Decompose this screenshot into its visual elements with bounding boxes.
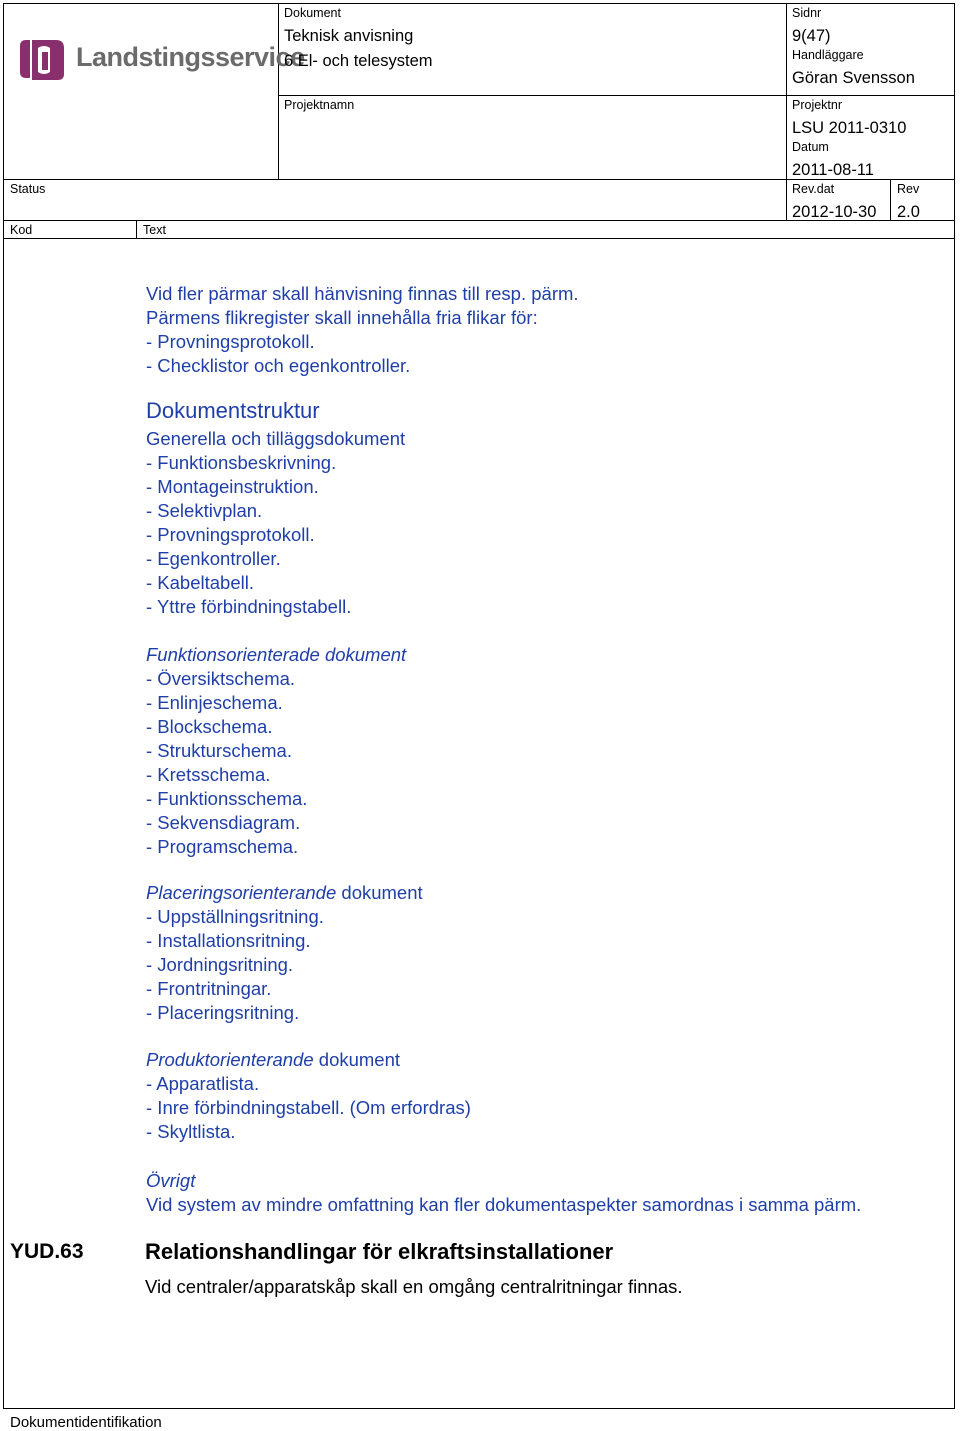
list-item: - Provningsprotokoll. (146, 524, 315, 545)
dokument-value-1: Teknisk anvisning (284, 27, 414, 45)
header-divider (3, 238, 955, 239)
list-item: - Selektivplan. (146, 500, 263, 521)
list-item: - Kabeltabell. (146, 572, 254, 593)
placement-title-italic: Placeringsorienterande (146, 882, 337, 903)
general-title: Generella och tilläggsdokument (146, 428, 406, 449)
projektnamn-label: Projektnamn (284, 98, 355, 112)
intro-line: Vid fler pärmar skall hänvisning finnas till resp. pärm. (146, 283, 579, 304)
dokument-value-2: 6 El- och telesystem (284, 52, 433, 70)
list-item: - Skyltlista. (146, 1121, 236, 1142)
status-label: Status (10, 182, 46, 196)
footer-label: Dokumentidentifikation (10, 1414, 162, 1431)
general-block (146, 427, 405, 619)
function-title: Funktionsorienterade dokument (146, 644, 407, 665)
list-item: - Yttre förbindningstabell. (146, 596, 352, 617)
section-title: Relationshandlingar för elkraftsinstallationer (145, 1239, 614, 1264)
other-title: Övrigt (146, 1170, 196, 1191)
list-item: - Blockschema. (146, 716, 273, 737)
sidnr-value: 9(47) (792, 27, 831, 45)
list-item: - Uppställningsritning. (146, 906, 324, 927)
list-item: - Frontritningar. (146, 978, 272, 999)
header-divider (786, 3, 787, 220)
handlaggare-label: Handläggare (792, 48, 864, 62)
intro-line: - Provningsprotokoll. (146, 331, 315, 352)
section-code: YUD.63 (10, 1240, 84, 1263)
logo-text: Landstingsservice (76, 42, 305, 72)
list-item: - Egenkontroller. (146, 548, 281, 569)
header-divider (278, 3, 279, 179)
revdat-value: 2012-10-30 (792, 203, 877, 221)
projektnr-label: Projektnr (792, 98, 843, 112)
header-divider (136, 221, 137, 238)
list-item: - Inre förbindningstabell. (Om erfordras) (146, 1097, 471, 1118)
list-item: - Enlinjeschema. (146, 692, 283, 713)
list-item: - Kretsschema. (146, 764, 271, 785)
datum-label: Datum (792, 140, 829, 154)
header-divider (890, 179, 891, 220)
kod-label: Kod (10, 223, 33, 237)
list-item: - Installationsritning. (146, 930, 311, 951)
list-item: - Funktionsschema. (146, 788, 308, 809)
dokument-label: Dokument (284, 6, 341, 20)
list-item: - Apparatlista. (146, 1073, 260, 1094)
sidnr-label: Sidnr (792, 6, 822, 20)
handlaggare-value: Göran Svensson (792, 69, 915, 87)
rev-value: 2.0 (897, 203, 920, 221)
revdat-label: Rev.dat (792, 182, 835, 196)
landstingsservice-logo (16, 36, 305, 91)
structure-heading: Dokumentstruktur (146, 398, 320, 423)
list-item: - Placeringsritning. (146, 1002, 300, 1023)
intro-line: - Checklistor och egenkontroller. (146, 355, 411, 376)
product-title-italic: Produktorienterande (146, 1049, 314, 1070)
list-item: - Översiktschema. (146, 668, 296, 689)
placement-block (146, 881, 423, 1025)
rev-label: Rev (897, 182, 920, 196)
projektnr-value: LSU 2011-0310 (792, 119, 907, 137)
list-item: - Funktionsbeskrivning. (146, 452, 337, 473)
product-title (146, 1048, 471, 1072)
list-item: - Programschema. (146, 836, 299, 857)
placement-title-rest: dokument (336, 882, 423, 903)
list-item: - Montageinstruktion. (146, 476, 319, 497)
text-label: Text (143, 223, 166, 237)
datum-value: 2011-08-11 (792, 161, 874, 179)
other-text: Vid system av mindre omfattning kan fler dokumentaspekter samordnas i samma pärm. (146, 1194, 862, 1215)
placement-title (146, 881, 423, 905)
other-block (146, 1169, 861, 1217)
function-block (146, 643, 406, 859)
intro-line: Pärmens flikregister skall innehålla fria flikar för: (146, 307, 538, 328)
list-item: - Jordningsritning. (146, 954, 294, 975)
list-item: - Strukturschema. (146, 740, 292, 761)
intro-block (146, 282, 579, 378)
section-text: Vid centraler/apparatskåp skall en omgång centralritningar finnas. (145, 1276, 683, 1297)
header-divider (278, 95, 955, 96)
list-item: - Sekvensdiagram. (146, 812, 301, 833)
product-block (146, 1048, 471, 1144)
product-title-rest: dokument (313, 1049, 401, 1070)
